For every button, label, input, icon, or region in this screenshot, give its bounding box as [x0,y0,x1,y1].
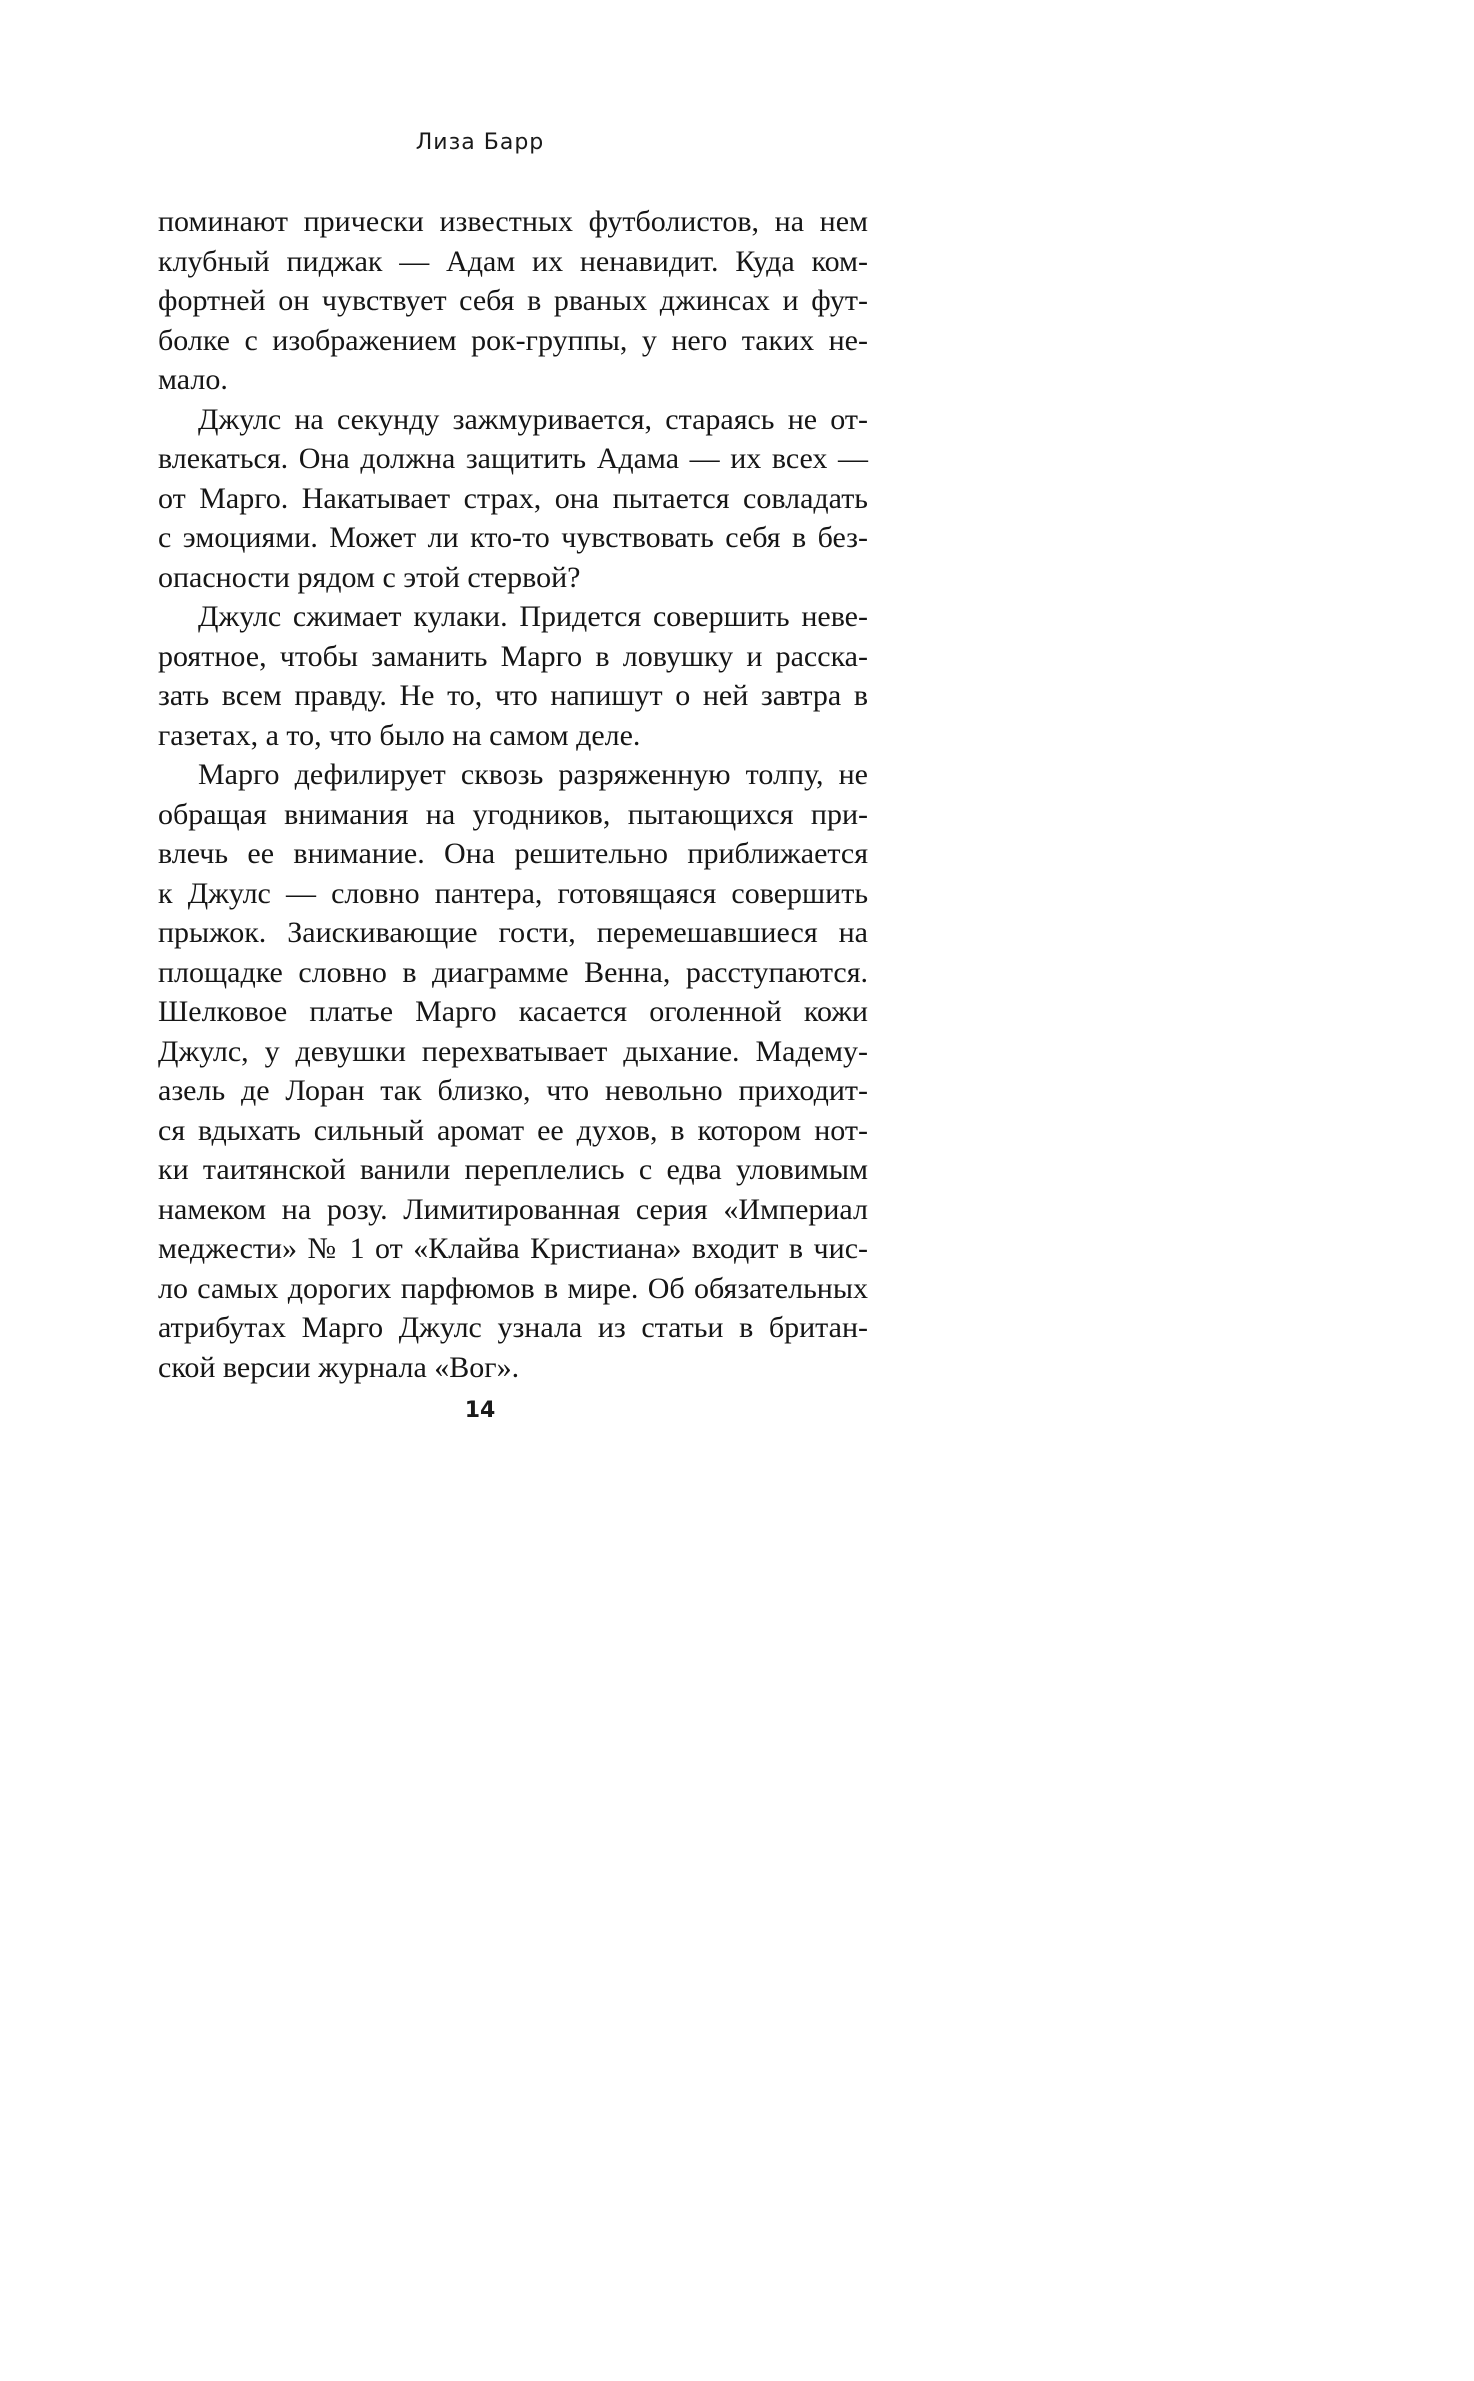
book-page [0,0,960,1551]
text-line: болке с изображением рок-группы, у него таких не- [158,323,868,357]
text-line: опасности рядом с этой стервой? [158,560,581,594]
text-line: с эмоциями. Может ли кто-то чувствовать себя в без- [158,521,868,554]
text-line: от Марго. Накатывает страх, она пытается совладать [158,481,868,515]
running-head-author: Лиза Барр [415,130,545,155]
text-line: мало. [158,363,228,396]
text-line: ся вдыхать сильный аромат ее духов, в котором нот- [158,1113,868,1147]
text-line: площадке словно в диаграмме Венна, расступаются. [158,955,868,989]
text-line: влекаться. Она должна защитить Адама — их всех — [158,442,868,475]
text-line: газетах, а то, что было на самом деле. [158,718,641,752]
text-line: ки таитянской ванили переплелись с едва уловимым [158,1153,868,1186]
text-line: меджести» № 1 от «Клайва Кристиана» входит в чис- [158,1232,868,1265]
text-line: ло самых дорогих парфюмов в мире. Об обязательных [158,1271,868,1305]
text-line: Марго дефилирует сквозь разряженную толпу, не [198,758,868,791]
text-line: клубный пиджак — Адам их ненавидит. Куда ком- [158,244,868,278]
text-line: обращая внимания на угодников, пытающихся при- [158,797,868,831]
text-line: влечь ее внимание. Она решительно приближается [158,837,868,870]
text-line: Джулс сжимает кулаки. Придется совершить неве- [198,600,868,633]
text-line: к Джулс — словно пантера, готовящаяся совершить [158,876,868,910]
page-number: 14 [464,1398,496,1423]
text-line: Шелковое платье Марго касается оголенной кожи [158,995,868,1028]
text-line: зать всем правду. Не то, что напишут о ней завтра в [158,679,868,712]
text-line: азель де Лоран так близко, что невольно приходит- [158,1074,868,1107]
body-text [158,202,868,1387]
text-line: поминают прически известных футболистов, на нем [158,205,868,238]
text-line: Джулс на секунду зажмуривается, стараясь не от- [198,402,868,436]
text-line: прыжок. Заискивающие гости, перемешавшиеся на [158,916,868,949]
text-line: Джулс, у девушки перехватывает дыхание. Мадему- [158,1034,868,1068]
text-line: роятное, чтобы заманить Марго в ловушку и расска- [158,639,868,673]
text-line: атрибутах Марго Джулс узнала из статьи в британ- [158,1311,868,1344]
text-line: фортней он чувствует себя в рваных джинсах и фут- [158,284,868,317]
text-line: ской версии журнала «Вог». [158,1350,520,1384]
text-line: намеком на розу. Лимитированная серия «Империал [158,1192,868,1226]
